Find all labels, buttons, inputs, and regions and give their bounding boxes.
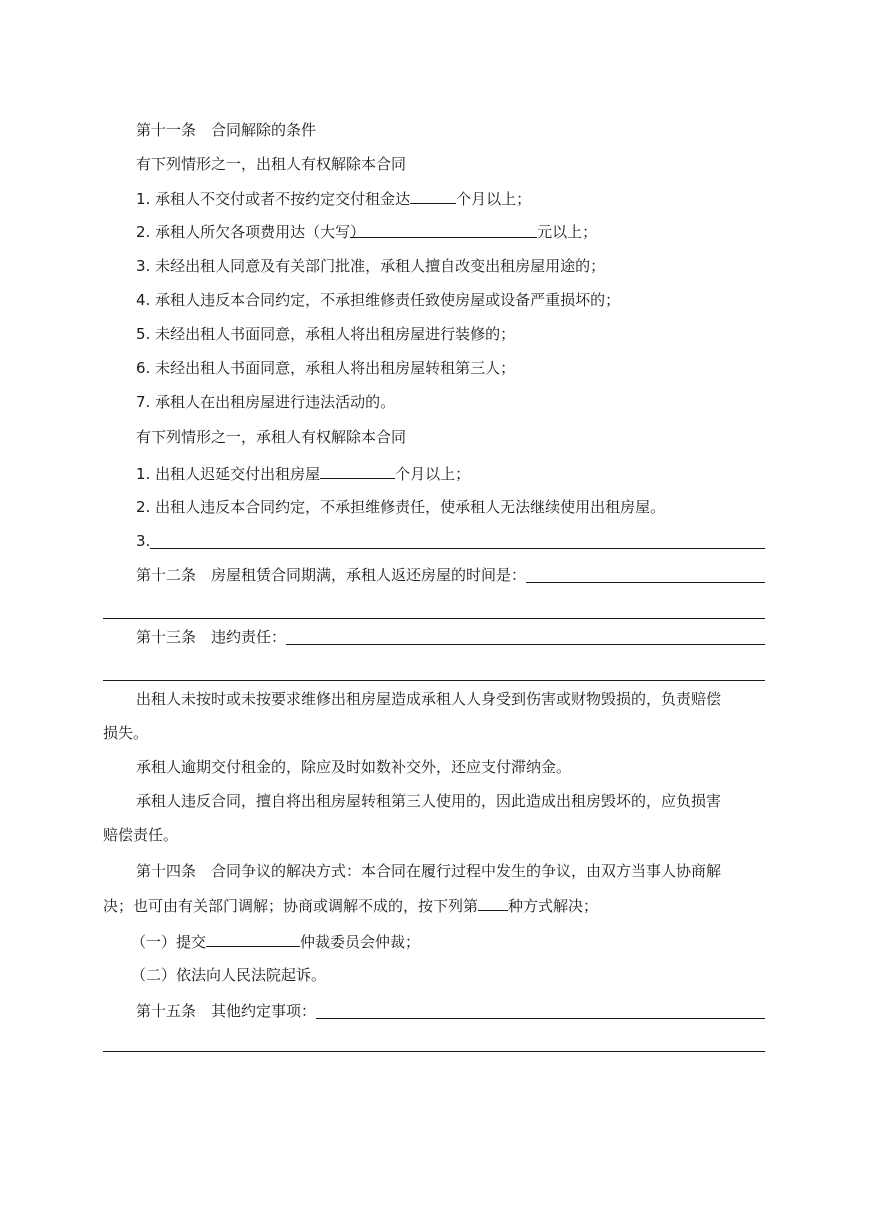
clause-3-blank[interactable]	[150, 524, 765, 549]
clause-lessor-7: 7. 承租人在出租房屋进行违法活动的。	[136, 393, 396, 411]
clause-lessor-6: 6. 未经出租人书面同意，承租人将出租房屋转租第三人；	[136, 359, 516, 377]
clause-lessor-4: 4. 承租人违反本合同约定，不承担维修责任致使房屋或设备严重损坏的；	[136, 291, 621, 309]
delay-months-blank[interactable]	[320, 456, 395, 479]
months-blank[interactable]	[410, 181, 456, 204]
article-12-blank-line[interactable]	[103, 618, 765, 619]
article-14-line-2	[103, 888, 765, 922]
article-15-text: 第十五条 其他约定事项：	[136, 1002, 317, 1020]
clause-lessee-1	[103, 456, 765, 490]
clause-text: 个月以上；	[456, 190, 532, 208]
liability-para-3-line-1: 承租人违反合同，擅自将出租房屋转租第三人使用的，因此造成出租房毁坏的，应负损害	[136, 792, 722, 810]
arbitration-commission-blank[interactable]	[206, 924, 300, 947]
liability-para-1-line-1: 出租人未按时或未按要求维修出租房屋造成承租人人身受到伤害或财物毁损的，负责赔偿	[136, 690, 722, 708]
dispute-option-2: （二）依法向人民法院起诉。	[131, 966, 327, 984]
clause-text: 2. 承租人所欠各项费用达（大写	[136, 223, 351, 241]
lessee-termination-intro: 有下列情形之一，承租人有权解除本合同	[136, 428, 407, 446]
other-matters-blank[interactable]	[316, 994, 765, 1019]
clause-text: 仲裁委员会仲裁；	[300, 933, 421, 951]
clause-lessee-2: 2. 出租人违反本合同约定，不承担维修责任，使承租人无法继续使用出租房屋。	[136, 498, 666, 516]
article-12	[103, 558, 765, 592]
clause-lessor-2	[103, 215, 765, 249]
article-15-blank-line[interactable]	[103, 1051, 765, 1052]
amount-blank[interactable]	[350, 215, 537, 241]
article-14-line-1: 第十四条 合同争议的解决方式：本合同在履行过程中发生的争议，由双方当事人协商解	[136, 862, 722, 880]
dispute-option-1	[103, 924, 765, 958]
clause-lessee-3	[103, 524, 765, 558]
clause-lessor-5: 5. 未经出租人书面同意，承租人将出租房屋进行装修的；	[136, 325, 516, 343]
clause-text: 1. 出租人迟延交付出租房屋	[136, 465, 321, 483]
clause-lessor-1	[103, 181, 765, 215]
clause-text: 种方式解决；	[508, 897, 599, 915]
liability-para-1-line-2: 损失。	[103, 724, 149, 742]
article-15	[103, 994, 765, 1028]
clause-text: 1. 承租人不交付或者不按约定交付租金达	[136, 190, 411, 208]
paren-close: ）	[350, 223, 366, 241]
liability-blank[interactable]	[286, 620, 765, 645]
article-13	[103, 620, 765, 654]
clause-text: （一）提交	[131, 933, 207, 951]
article-13-text: 第十三条 违约责任：	[136, 628, 287, 646]
liability-para-3-line-2: 赔偿责任。	[103, 826, 179, 844]
return-date-blank[interactable]	[526, 558, 765, 583]
clause-text: 3.	[136, 532, 151, 550]
clause-lessor-3: 3. 未经出租人同意及有关部门批准，承租人擅自改变出租房屋用途的；	[136, 257, 606, 275]
clause-text: 决；也可由有关部门调解；协商或调解不成的，按下列第	[103, 897, 479, 915]
article-11-title: 第十一条 合同解除的条件	[136, 121, 317, 139]
method-number-blank[interactable]	[478, 888, 508, 911]
clause-text: 元以上；	[537, 223, 598, 241]
liability-para-2: 承租人逾期交付租金的，除应及时如数补交外，还应支付滞纳金。	[136, 758, 572, 776]
article-12-text: 第十二条 房屋租赁合同期满，承租人返还房屋的时间是：	[136, 566, 527, 584]
clause-text: 个月以上；	[395, 465, 471, 483]
article-13-blank-line[interactable]	[103, 680, 765, 681]
lessor-termination-intro: 有下列情形之一，出租人有权解除本合同	[136, 155, 407, 173]
